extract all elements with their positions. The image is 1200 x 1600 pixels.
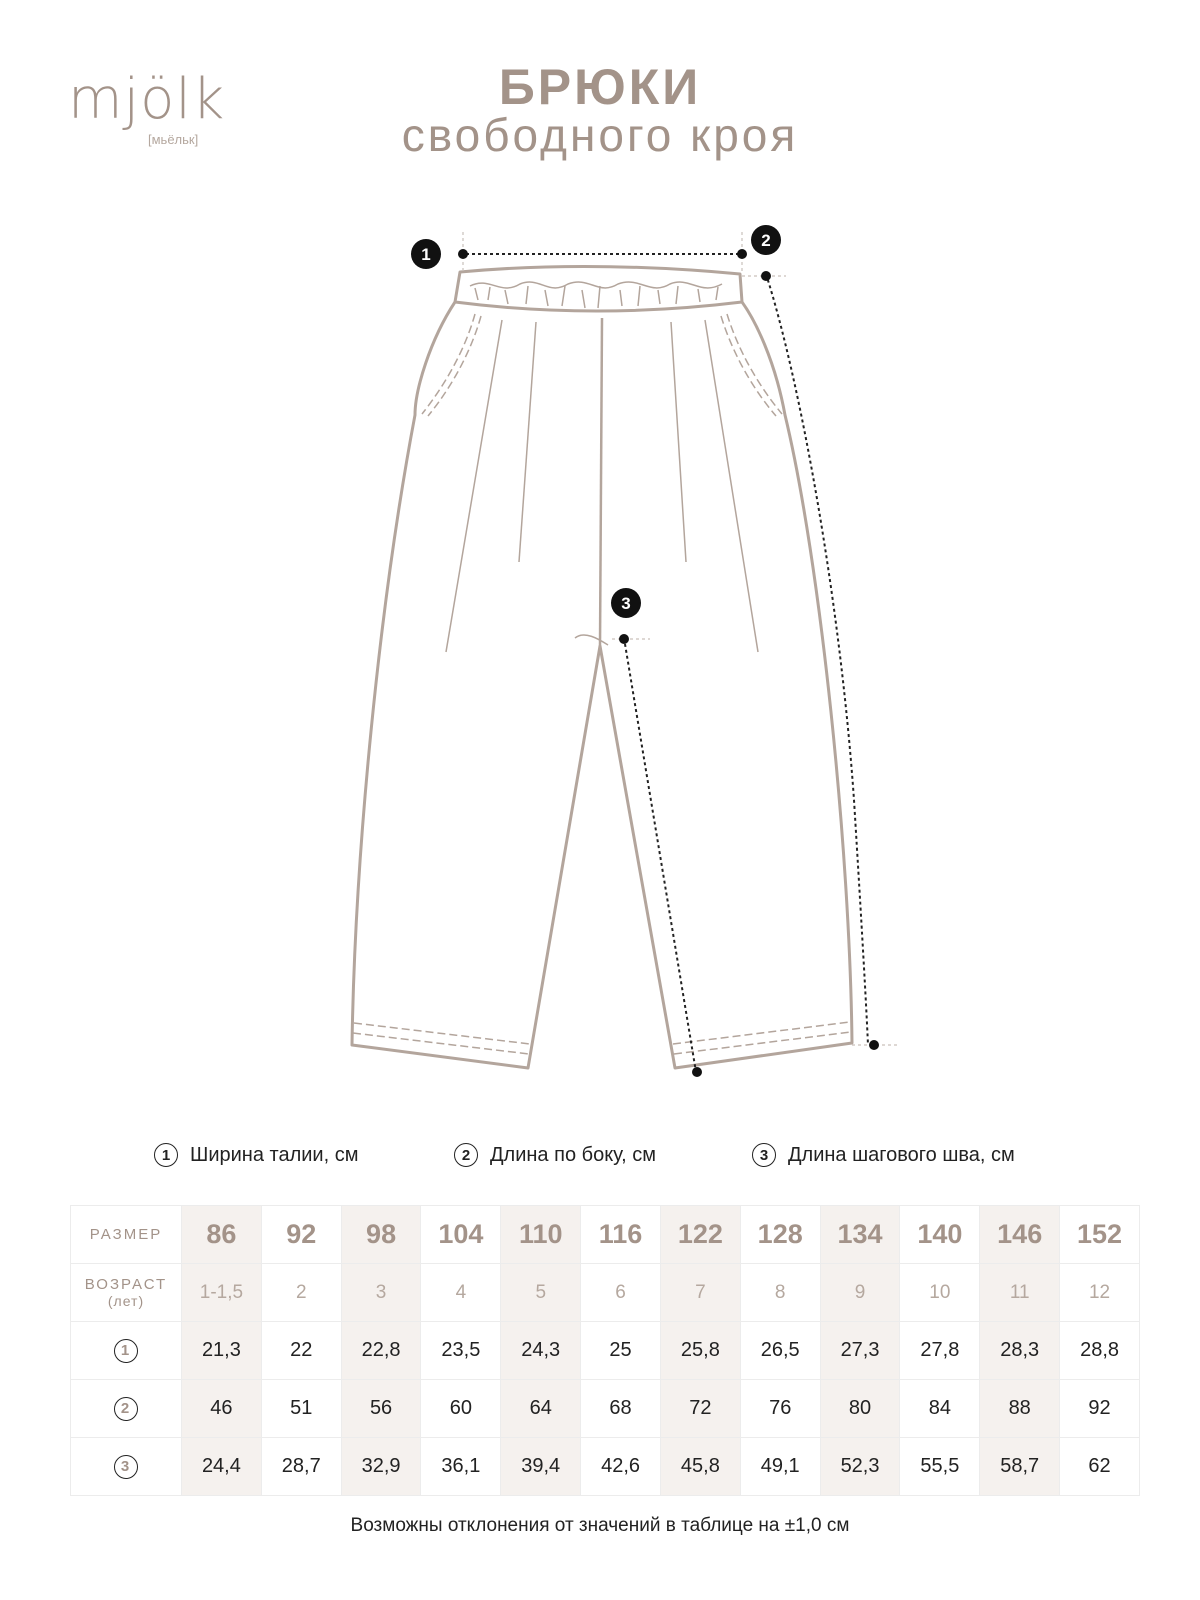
value-cell: 22,8 [341, 1322, 421, 1380]
value-cell: 60 [421, 1380, 501, 1438]
legend-item-inseam [752, 1140, 1015, 1170]
table-row-size [71, 1206, 1140, 1264]
measurement-lines [460, 254, 868, 1072]
legend-label: Ширина талии, см [190, 1143, 359, 1166]
row-number: 3 [114, 1455, 138, 1479]
value-cell: 25 [581, 1322, 661, 1380]
age-cell: 4 [421, 1264, 501, 1322]
age-cell: 3 [341, 1264, 421, 1322]
value-cell: 42,6 [581, 1438, 661, 1496]
value-cell: 25,8 [660, 1322, 740, 1380]
size-cell: 128 [740, 1206, 820, 1264]
value-cell: 64 [501, 1380, 581, 1438]
value-cell: 28,8 [1060, 1322, 1140, 1380]
brand-transcription: [мьёльк] [148, 132, 199, 147]
value-cell: 49,1 [740, 1438, 820, 1496]
table-row-waist [71, 1322, 1140, 1380]
value-cell: 27,3 [820, 1322, 900, 1380]
size-cell: 104 [421, 1206, 501, 1264]
value-cell: 28,3 [980, 1322, 1060, 1380]
value-cell: 39,4 [501, 1438, 581, 1496]
size-cell: 98 [341, 1206, 421, 1264]
value-cell: 26,5 [740, 1322, 820, 1380]
age-cell: 11 [980, 1264, 1060, 1322]
value-cell: 51 [261, 1380, 341, 1438]
legend-number: 2 [454, 1143, 478, 1167]
age-cell: 1-1,5 [182, 1264, 262, 1322]
table-row-age [71, 1264, 1140, 1322]
size-cell: 86 [182, 1206, 262, 1264]
svg-text:1: 1 [421, 245, 431, 264]
value-cell: 68 [581, 1380, 661, 1438]
value-cell: 22 [261, 1322, 341, 1380]
value-cell: 21,3 [182, 1322, 262, 1380]
age-cell: 9 [820, 1264, 900, 1322]
size-table [70, 1205, 1140, 1496]
age-row-label [71, 1264, 182, 1322]
footnote: Возможны отклонения от значений в таблице на ±1,0 см [350, 1515, 850, 1536]
age-cell: 6 [581, 1264, 661, 1322]
row-number: 1 [114, 1339, 138, 1363]
age-cell: 5 [501, 1264, 581, 1322]
table-row-inseam [71, 1438, 1140, 1496]
size-cell: 140 [900, 1206, 980, 1264]
size-cell: 146 [980, 1206, 1060, 1264]
pants-outline [352, 266, 852, 1068]
value-cell: 24,3 [501, 1322, 581, 1380]
legend-item-side-length [454, 1140, 656, 1170]
side-length-line [766, 274, 868, 1045]
guide-lines [463, 232, 900, 1045]
marker-2 [751, 225, 781, 255]
value-cell: 23,5 [421, 1322, 501, 1380]
row-marker-cell [71, 1322, 182, 1380]
age-cell: 2 [261, 1264, 341, 1322]
marker-3 [611, 588, 641, 618]
brand-name: mjölk [68, 67, 226, 132]
size-cell: 116 [581, 1206, 661, 1264]
value-cell: 28,7 [261, 1438, 341, 1496]
value-cell: 56 [341, 1380, 421, 1438]
age-unit: (лет) [107, 1293, 145, 1309]
value-cell: 32,9 [341, 1438, 421, 1496]
value-cell: 36,1 [421, 1438, 501, 1496]
age-cell: 10 [900, 1264, 980, 1322]
value-cell: 58,7 [980, 1438, 1060, 1496]
size-cell: 92 [261, 1206, 341, 1264]
size-cell: 152 [1060, 1206, 1140, 1264]
size-row-label: РАЗМЕР [71, 1206, 182, 1264]
row-number: 2 [114, 1397, 138, 1421]
value-cell: 55,5 [900, 1438, 980, 1496]
legend-item-waist [154, 1140, 358, 1170]
center-seam [600, 318, 602, 646]
inseam-line [624, 638, 696, 1072]
table-row-side-length [71, 1380, 1140, 1438]
page-title: БРЮКИ [498, 59, 702, 115]
value-cell: 84 [900, 1380, 980, 1438]
value-cell: 88 [980, 1380, 1060, 1438]
row-marker-cell [71, 1438, 182, 1496]
size-cell: 134 [820, 1206, 900, 1264]
legend-label: Длина шагового шва, см [788, 1143, 1015, 1166]
age-label: ВОЗРАСТ [84, 1276, 168, 1293]
value-cell: 76 [740, 1380, 820, 1438]
page-subtitle: свободного кроя [401, 109, 799, 161]
legend-number: 1 [154, 1143, 178, 1167]
age-cell: 7 [660, 1264, 740, 1322]
value-cell: 45,8 [660, 1438, 740, 1496]
value-cell: 27,8 [900, 1322, 980, 1380]
svg-text:3: 3 [621, 594, 631, 613]
value-cell: 92 [1060, 1380, 1140, 1438]
age-cell: 8 [740, 1264, 820, 1322]
row-marker-cell [71, 1380, 182, 1438]
value-cell: 24,4 [182, 1438, 262, 1496]
value-cell: 52,3 [820, 1438, 900, 1496]
legend-label: Длина по боку, см [490, 1143, 657, 1166]
age-cell: 12 [1060, 1264, 1140, 1322]
size-cell: 110 [501, 1206, 581, 1264]
value-cell: 80 [820, 1380, 900, 1438]
value-cell: 46 [182, 1380, 262, 1438]
pants-diagram [0, 200, 1200, 1100]
value-cell: 72 [660, 1380, 740, 1438]
value-cell: 62 [1060, 1438, 1140, 1496]
size-cell: 122 [660, 1206, 740, 1264]
legend-number: 3 [752, 1143, 776, 1167]
svg-text:2: 2 [761, 231, 771, 250]
measurement-dots [458, 249, 879, 1077]
marker-1 [411, 239, 441, 269]
